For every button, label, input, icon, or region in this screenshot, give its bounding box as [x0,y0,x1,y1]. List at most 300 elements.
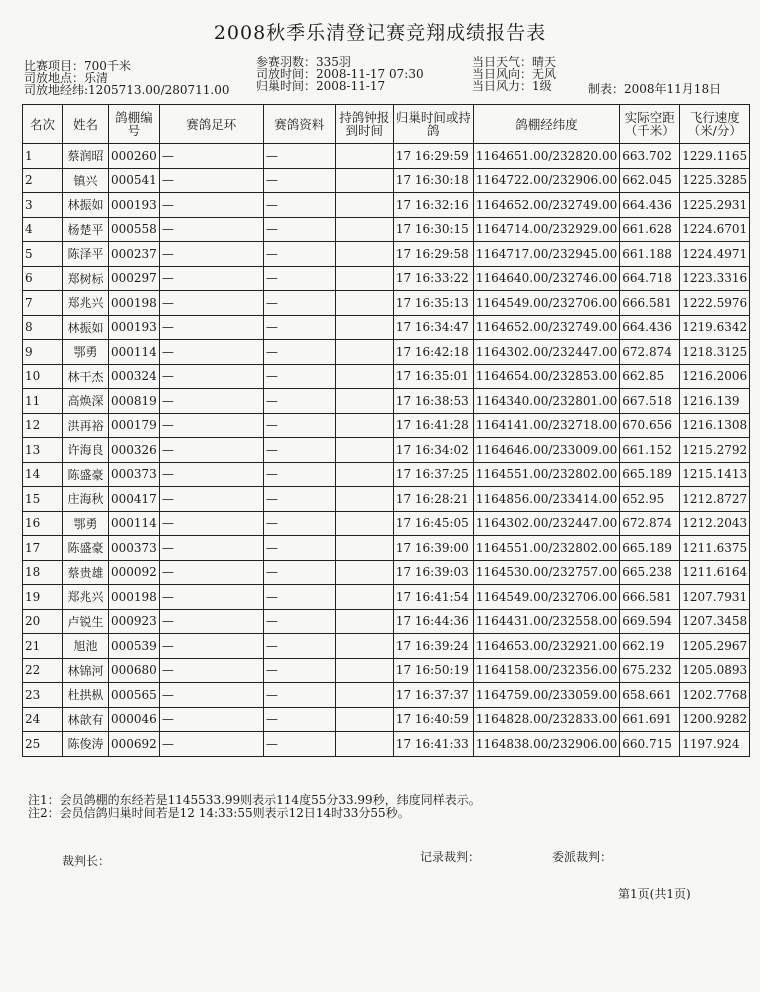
table-row [23,634,750,659]
cell-speed: 1211.6375 [680,536,750,561]
table-row [23,291,750,316]
cell-distance: 669.594 [620,609,680,634]
cell-rank: 25 [23,732,63,757]
cell-loft: 000565 [109,683,160,708]
cell-distance: 658.661 [620,683,680,708]
cell-loft: 000046 [109,707,160,732]
cell-rank: 8 [23,315,63,340]
table-row [23,364,750,389]
cell-distance: 664.436 [620,193,680,218]
cell-coordinates: 1164856.00/233414.00 [473,487,619,512]
cell-rank: 6 [23,266,63,291]
col-header-distance: 实际空距（千米） [620,105,680,144]
cell-return-time: 17 16:30:15 [393,217,473,242]
wind-direction: 当日风向：无风 [472,67,557,81]
cell-name: 洪再裕 [63,413,109,438]
cell-ring: — [159,585,263,610]
cell-rank: 13 [23,438,63,463]
cell-ring: — [159,732,263,757]
cell-rank: 10 [23,364,63,389]
table-row [23,462,750,487]
cell-name: 林振如 [63,315,109,340]
cell-speed: 1212.2043 [680,511,750,536]
cell-speed: 1229.1165 [680,144,750,169]
cell-name: 鄂勇 [63,340,109,365]
cell-info: — [263,340,335,365]
chief-judge-label: 裁判长： [62,854,111,868]
cell-distance: 661.188 [620,242,680,267]
cell-report [335,413,393,438]
cell-name: 林干杰 [63,364,109,389]
cell-coordinates: 1164302.00/232447.00 [473,340,619,365]
cell-return-time: 17 16:35:01 [393,364,473,389]
cell-return-time: 17 16:35:13 [393,291,473,316]
cell-coordinates: 1164551.00/232802.00 [473,462,619,487]
cell-loft: 000373 [109,536,160,561]
table-row [23,266,750,291]
cell-rank: 23 [23,683,63,708]
table-row [23,413,750,438]
cell-info: — [263,217,335,242]
cell-report [335,585,393,610]
cell-return-time: 17 16:32:16 [393,193,473,218]
cell-speed: 1224.4971 [680,242,750,267]
col-header-report: 持鸽钟报到时间 [335,105,393,144]
table-row [23,315,750,340]
cell-speed: 1225.2931 [680,193,750,218]
cell-report [335,487,393,512]
cell-info: — [263,609,335,634]
cell-distance: 661.152 [620,438,680,463]
cell-info: — [263,389,335,414]
cell-ring: — [159,364,263,389]
cell-ring: — [159,242,263,267]
cell-report [335,560,393,585]
cell-speed: 1223.3316 [680,266,750,291]
cell-loft: 000198 [109,585,160,610]
cell-rank: 3 [23,193,63,218]
cell-speed: 1205.2967 [680,634,750,659]
race-info-column-1 [24,60,230,96]
note-2: 注2：会员信鸽归巢时间若是12 14:33:55则表示12日14时33分55秒。 [28,806,410,820]
table-row [23,438,750,463]
cell-report [335,340,393,365]
cell-return-time: 17 16:50:19 [393,658,473,683]
notes [28,794,481,820]
cell-distance: 665.238 [620,560,680,585]
release-time: 司放时间：2008-11-17 07:30 [256,67,424,81]
cell-name: 旭池 [63,634,109,659]
cell-rank: 5 [23,242,63,267]
cell-report [335,193,393,218]
cell-ring: — [159,389,263,414]
cell-return-time: 17 16:34:02 [393,438,473,463]
cell-name: 林歆有 [63,707,109,732]
cell-coordinates: 1164653.00/232921.00 [473,634,619,659]
cell-coordinates: 1164651.00/232820.00 [473,144,619,169]
cell-ring: — [159,511,263,536]
cell-name: 郑树标 [63,266,109,291]
cell-distance: 664.718 [620,266,680,291]
table-row [23,585,750,610]
cell-speed: 1218.3125 [680,340,750,365]
cell-ring: — [159,438,263,463]
cell-return-time: 17 16:41:54 [393,585,473,610]
cell-distance: 665.189 [620,462,680,487]
cell-info: — [263,658,335,683]
cell-return-time: 17 16:37:37 [393,683,473,708]
cell-info: — [263,291,335,316]
cell-coordinates: 1164549.00/232706.00 [473,291,619,316]
cell-coordinates: 1164549.00/232706.00 [473,585,619,610]
cell-ring: — [159,144,263,169]
weather: 当日天气：晴天 [472,55,557,69]
cell-report [335,242,393,267]
cell-distance: 662.85 [620,364,680,389]
cell-report [335,658,393,683]
cell-loft: 000819 [109,389,160,414]
cell-rank: 9 [23,340,63,365]
table-row [23,144,750,169]
cell-ring: — [159,634,263,659]
cell-loft: 000179 [109,413,160,438]
cell-name: 林锦河 [63,658,109,683]
cell-loft: 000324 [109,364,160,389]
cell-name: 陈盛豪 [63,462,109,487]
cell-info: — [263,266,335,291]
cell-speed: 1207.3458 [680,609,750,634]
cell-rank: 22 [23,658,63,683]
table-row [23,168,750,193]
cell-ring: — [159,315,263,340]
cell-ring: — [159,193,263,218]
cell-coordinates: 1164646.00/233009.00 [473,438,619,463]
cell-loft: 000198 [109,291,160,316]
cell-loft: 000923 [109,609,160,634]
cell-ring: — [159,609,263,634]
cell-name: 陈泽平 [63,242,109,267]
table-row [23,732,750,757]
cell-rank: 15 [23,487,63,512]
cell-ring: — [159,168,263,193]
cell-return-time: 17 16:41:28 [393,413,473,438]
assigned-judge-label: 委派裁判： [552,850,613,864]
cell-loft: 000237 [109,242,160,267]
cell-report [335,144,393,169]
cell-rank: 12 [23,413,63,438]
cell-loft: 000373 [109,462,160,487]
cell-speed: 1197.924 [680,732,750,757]
cell-speed: 1200.9282 [680,707,750,732]
cell-rank: 19 [23,585,63,610]
cell-report [335,315,393,340]
cell-speed: 1224.6701 [680,217,750,242]
release-coordinates: 司放地经纬:1205713.00/280711.00 [24,83,230,97]
cell-report [335,266,393,291]
cell-rank: 20 [23,609,63,634]
cell-ring: — [159,487,263,512]
table-row [23,707,750,732]
cell-return-time: 17 16:37:25 [393,462,473,487]
cell-report [335,634,393,659]
cell-ring: — [159,291,263,316]
page-title: 2008秋季乐清登记赛竞翔成绩报告表 [213,22,547,44]
cell-report [335,364,393,389]
cell-rank: 11 [23,389,63,414]
cell-coordinates: 1164828.00/232833.00 [473,707,619,732]
table-row [23,193,750,218]
cell-distance: 665.189 [620,536,680,561]
cell-info: — [263,168,335,193]
cell-distance: 670.656 [620,413,680,438]
cell-distance: 664.436 [620,315,680,340]
cell-return-time: 17 16:44:36 [393,609,473,634]
cell-info: — [263,585,335,610]
cell-ring: — [159,707,263,732]
race-info-column-3 [472,56,556,92]
col-header-name: 姓名 [63,105,109,144]
cell-coordinates: 1164652.00/232749.00 [473,193,619,218]
table-row [23,560,750,585]
page-number: 第1页(共1页) [618,887,691,901]
cell-ring: — [159,658,263,683]
cell-loft: 000114 [109,340,160,365]
cell-distance: 667.518 [620,389,680,414]
table-made-date: 制表：2008年11月18日 [588,82,722,96]
cell-info: — [263,732,335,757]
cell-return-time: 17 16:45:05 [393,511,473,536]
cell-name: 许海良 [63,438,109,463]
cell-info: — [263,683,335,708]
cell-rank: 7 [23,291,63,316]
cell-info: — [263,536,335,561]
entry-count: 参赛羽数：335羽 [256,55,351,69]
cell-name: 杨楚平 [63,217,109,242]
cell-coordinates: 1164158.00/232356.00 [473,658,619,683]
cell-coordinates: 1164431.00/232558.00 [473,609,619,634]
cell-name: 陈俊涛 [63,732,109,757]
cell-distance: 662.045 [620,168,680,193]
cell-report [335,168,393,193]
cell-info: — [263,193,335,218]
table-row [23,217,750,242]
cell-distance: 666.581 [620,291,680,316]
cell-name: 陈盛豪 [63,536,109,561]
cell-coordinates: 1164652.00/232749.00 [473,315,619,340]
cell-speed: 1216.1308 [680,413,750,438]
cell-distance: 652.95 [620,487,680,512]
cell-name: 高焕深 [63,389,109,414]
cell-loft: 000539 [109,634,160,659]
cell-coordinates: 1164302.00/232447.00 [473,511,619,536]
cell-rank: 1 [23,144,63,169]
cell-info: — [263,438,335,463]
cell-return-time: 17 16:39:03 [393,560,473,585]
cell-report [335,732,393,757]
cell-loft: 000558 [109,217,160,242]
cell-loft: 000417 [109,487,160,512]
cell-speed: 1205.0893 [680,658,750,683]
cell-distance: 672.874 [620,340,680,365]
cell-name: 镇兴 [63,168,109,193]
table-row [23,683,750,708]
cell-name: 郑兆兴 [63,291,109,316]
cell-return-time: 17 16:41:33 [393,732,473,757]
cell-coordinates: 1164717.00/232945.00 [473,242,619,267]
cell-return-time: 17 16:38:53 [393,389,473,414]
cell-info: — [263,462,335,487]
cell-return-time: 17 16:29:59 [393,144,473,169]
cell-rank: 21 [23,634,63,659]
cell-coordinates: 1164838.00/232906.00 [473,732,619,757]
cell-loft: 000692 [109,732,160,757]
cell-loft: 000260 [109,144,160,169]
cell-loft: 000193 [109,315,160,340]
cell-name: 鄂勇 [63,511,109,536]
cell-distance: 666.581 [620,585,680,610]
cell-speed: 1222.5976 [680,291,750,316]
cell-speed: 1225.3285 [680,168,750,193]
cell-coordinates: 1164722.00/232906.00 [473,168,619,193]
cell-report [335,462,393,487]
cell-rank: 17 [23,536,63,561]
cell-ring: — [159,340,263,365]
cell-coordinates: 1164141.00/232718.00 [473,413,619,438]
table-row [23,609,750,634]
cell-report [335,536,393,561]
col-header-ring: 赛鸽足环 [159,105,263,144]
cell-rank: 4 [23,217,63,242]
cell-info: — [263,707,335,732]
cell-return-time: 17 16:39:00 [393,536,473,561]
table-row [23,389,750,414]
cell-name: 卢锐生 [63,609,109,634]
table-row [23,658,750,683]
cell-name: 杜拱枞 [63,683,109,708]
cell-ring: — [159,413,263,438]
cell-distance: 661.691 [620,707,680,732]
table-row [23,511,750,536]
cell-return-time: 17 16:29:58 [393,242,473,267]
col-header-time: 归巢时间或持鸽 [393,105,473,144]
cell-info: — [263,560,335,585]
cell-speed: 1207.7931 [680,585,750,610]
results-body [23,144,750,757]
cell-report [335,609,393,634]
cell-info: — [263,364,335,389]
table-row [23,340,750,365]
cell-name: 郑兆兴 [63,585,109,610]
col-header-loft: 鸽棚编号 [109,105,160,144]
cell-report [335,438,393,463]
cell-speed: 1219.6342 [680,315,750,340]
cell-loft: 000092 [109,560,160,585]
cell-report [335,291,393,316]
cell-return-time: 17 16:30:18 [393,168,473,193]
cell-loft: 000680 [109,658,160,683]
table-row [23,536,750,561]
cell-ring: — [159,217,263,242]
cell-ring: — [159,560,263,585]
return-date: 归巢时间：2008-11-17 [256,79,386,93]
note-1: 注1：会员鸽棚的东经若是1145533.99则表示114度55分33.99秒，纬度同样表示。 [28,793,481,807]
cell-return-time: 17 16:33:22 [393,266,473,291]
cell-coordinates: 1164640.00/232746.00 [473,266,619,291]
race-item: 比赛项目：700千米 [24,59,131,73]
wind-force: 当日风力：1级 [472,79,552,93]
cell-return-time: 17 16:42:18 [393,340,473,365]
cell-info: — [263,487,335,512]
col-header-coord: 鸽棚经纬度 [473,105,619,144]
col-header-info: 赛鸽资料 [263,105,335,144]
cell-return-time: 17 16:40:59 [393,707,473,732]
cell-info: — [263,242,335,267]
cell-info: — [263,315,335,340]
cell-name: 蔡润昭 [63,144,109,169]
cell-rank: 18 [23,560,63,585]
recorder-judge-label: 记录裁判： [420,850,481,864]
cell-distance: 675.232 [620,658,680,683]
cell-ring: — [159,683,263,708]
cell-report [335,389,393,414]
cell-coordinates: 1164714.00/232929.00 [473,217,619,242]
cell-rank: 2 [23,168,63,193]
cell-rank: 14 [23,462,63,487]
cell-loft: 000326 [109,438,160,463]
cell-info: — [263,413,335,438]
cell-distance: 662.19 [620,634,680,659]
cell-distance: 661.628 [620,217,680,242]
cell-ring: — [159,462,263,487]
race-info-column-2 [256,56,424,92]
cell-report [335,683,393,708]
cell-distance: 672.874 [620,511,680,536]
cell-loft: 000541 [109,168,160,193]
cell-speed: 1202.7768 [680,683,750,708]
cell-rank: 24 [23,707,63,732]
cell-return-time: 17 16:28:21 [393,487,473,512]
cell-speed: 1211.6164 [680,560,750,585]
cell-coordinates: 1164340.00/232801.00 [473,389,619,414]
cell-return-time: 17 16:39:24 [393,634,473,659]
cell-ring: — [159,536,263,561]
release-location: 司放地点：乐清 [24,71,109,85]
table-row [23,242,750,267]
cell-return-time: 17 16:34:47 [393,315,473,340]
col-header-speed: 飞行速度（米/分） [680,105,750,144]
results-table [22,104,750,757]
cell-speed: 1215.1413 [680,462,750,487]
cell-rank: 16 [23,511,63,536]
cell-report [335,511,393,536]
cell-name: 林振如 [63,193,109,218]
cell-loft: 000193 [109,193,160,218]
cell-report [335,217,393,242]
cell-info: — [263,634,335,659]
cell-info: — [263,511,335,536]
cell-speed: 1215.2792 [680,438,750,463]
cell-name: 蔡贵雄 [63,560,109,585]
cell-coordinates: 1164530.00/232757.00 [473,560,619,585]
cell-info: — [263,144,335,169]
cell-speed: 1212.8727 [680,487,750,512]
cell-coordinates: 1164551.00/232802.00 [473,536,619,561]
cell-name: 庄海秋 [63,487,109,512]
cell-report [335,707,393,732]
table-row [23,487,750,512]
cell-speed: 1216.2006 [680,364,750,389]
cell-distance: 663.702 [620,144,680,169]
